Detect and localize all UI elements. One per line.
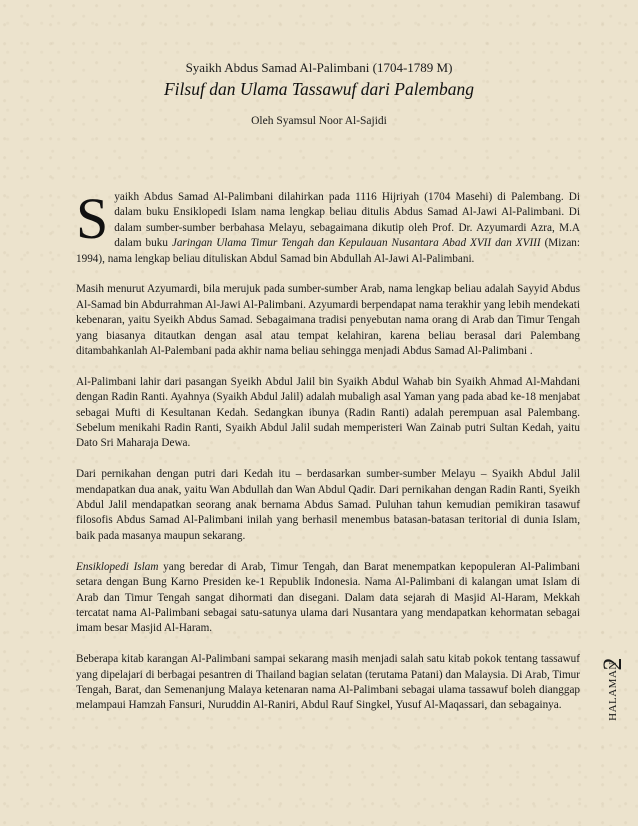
encyclopedia-title: Ensiklopedi Islam	[76, 560, 159, 573]
page-number: 2	[598, 657, 627, 671]
supertitle: Syaikh Abdus Samad Al-Palimbani (1704-1789 M)	[185, 60, 453, 75]
book-title: Jaringan Ulama Timur Tengah dan Kepulauan Nusantara Abad XVII dan XVIII	[171, 237, 541, 250]
paragraph-3: Al-Palimbani lahir dari pasangan Syeikh Abdul Jalil bin Syaikh Abdul Wahab bin Syaikh Ahmad Al-Mahdani dengan Radin Ranti. Ayahnya (Syaikh Abdul Jalil) adalah mubaligh asal Yaman yang pada abad ke-18 menjabat sebagai Mufti di Kesultanan Kedah. Sedangkan ibunya (Radin Ranti) adalah perempuan asal Palembang. Sebelum menikahi Radin Ranti, Syaikh Abdul Jalil sudah memperisteri Wan Zainab putri Sultan Kedah, yaitu Dato Sri Maharaja Dewa.	[76, 375, 580, 450]
paragraph-5-text: yang beredar di Arab, Timur Tengah, dan Barat menempatkan kepopuleran Al-Palimbani setara dengan Bung Karno Presiden ke-1 Republik Indonesia. Nama Al-Palimbani di kalangan umat Islam di Arab dan Timur Tengah sangat dihormati dan disegani. Dalam data sejarah di Masjid Al-Haram, Mekkah tercatat nama Al-Palimbani sebagai satu-satunya ulama dari Nusantara yang mendapatkan kehormatan sebagai imam besar Masjid Al-Haram.	[76, 560, 580, 635]
page-marker	[598, 645, 628, 745]
paragraph-1	[76, 186, 580, 267]
paragraph-2: Masih menurut Azyumardi, bila merujuk pada sumber-sumber Arab, nama lengkap beliau adalah Sayyid Abdus Al-Samad bin Abdurrahman Al-Jawi Al-Palimbani. Azyumardi berpendapat nama terakhir yang lebih mendekati kebenaran, yaitu Syeikh Abdus Samad. Sebagaimana tradisi penyebutan nama orang di Arab dan Timur Tengah yang biasanya ditautkan dengan asal atau tempat kelahiran, karena beliau berasal dari Palembang ditambahkanlah Al-Palembani pada akhir nama beliau sehingga menjadi Abdus Samad Al-Palimbani .	[76, 283, 580, 358]
paragraph-6: Beberapa kitab karangan Al-Palimbani sampai sekarang masih menjadi salah satu kitab pokok tentang tassawuf yang dipelajari di berbagai pesantren di Thailand bagian selatan (terutama Patani) dan Malaysia. Di Arab, Timur Tengah, Barat, dan Semenanjung Malaya ketenaran nama Al-Palimbani sebagai ulama tassawuf boleh dianggap melampaui Hamzah Fansuri, Nuruddin Al-Raniri, Abdul Rauf Singkel, Yusuf Al-Maqassari, dan sebagainya.	[76, 653, 580, 712]
paragraph-5	[76, 560, 580, 637]
author-line: Oleh Syamsul Noor Al-Sajidi	[251, 115, 387, 127]
paragraph-1-text-b: (Mizan: 1994), nama lengkap beliau dituliskan Abdul Samad bin Abdullah Al-Jawi Al-Palimbani.	[76, 237, 580, 265]
paragraph-1-text-a: yaikh Abdus Samad Al-Palimbani dilahirkan pada 1116 Hijriyah (1704 Masehi) di Palembang. Di dalam buku Ensiklopedi Islam nama lengkap beliau ditulis Abdus Samad Al-Jawi Al-Palimbani. Di dalam sumber-sumber berbahasa Melayu, sebagaimana dikutip oleh Prof. Dr. Azyumardi Azra, M.A dalam buku	[114, 191, 580, 250]
page-title: Filsuf dan Ulama Tassawuf dari Palembang	[163, 79, 474, 99]
page-label: HALAMAN	[607, 661, 619, 721]
paragraph-4: Dari pernikahan dengan putri dari Kedah itu – berdasarkan sumber-sumber Melayu – Syaikh Abdul Jalil mendapatkan dua anak, yaitu Wan Abdullah dan Wan Abdul Qadir. Dari pernikahan dengan Radin Ranti, Syeikh Abdul Jalil mendapatkan seorang anak bernama Abdus Samad. Puluhan tahun kemudian pemikiran tasawuf filosofis Abdus Samad Al-Palimbani inilah yang berhasil menembus batasan-batasan teritorial di dunia Islam, baik pada masanya maupun sekarang.	[76, 468, 580, 542]
drop-cap: S	[76, 186, 109, 251]
article-body	[76, 186, 580, 729]
